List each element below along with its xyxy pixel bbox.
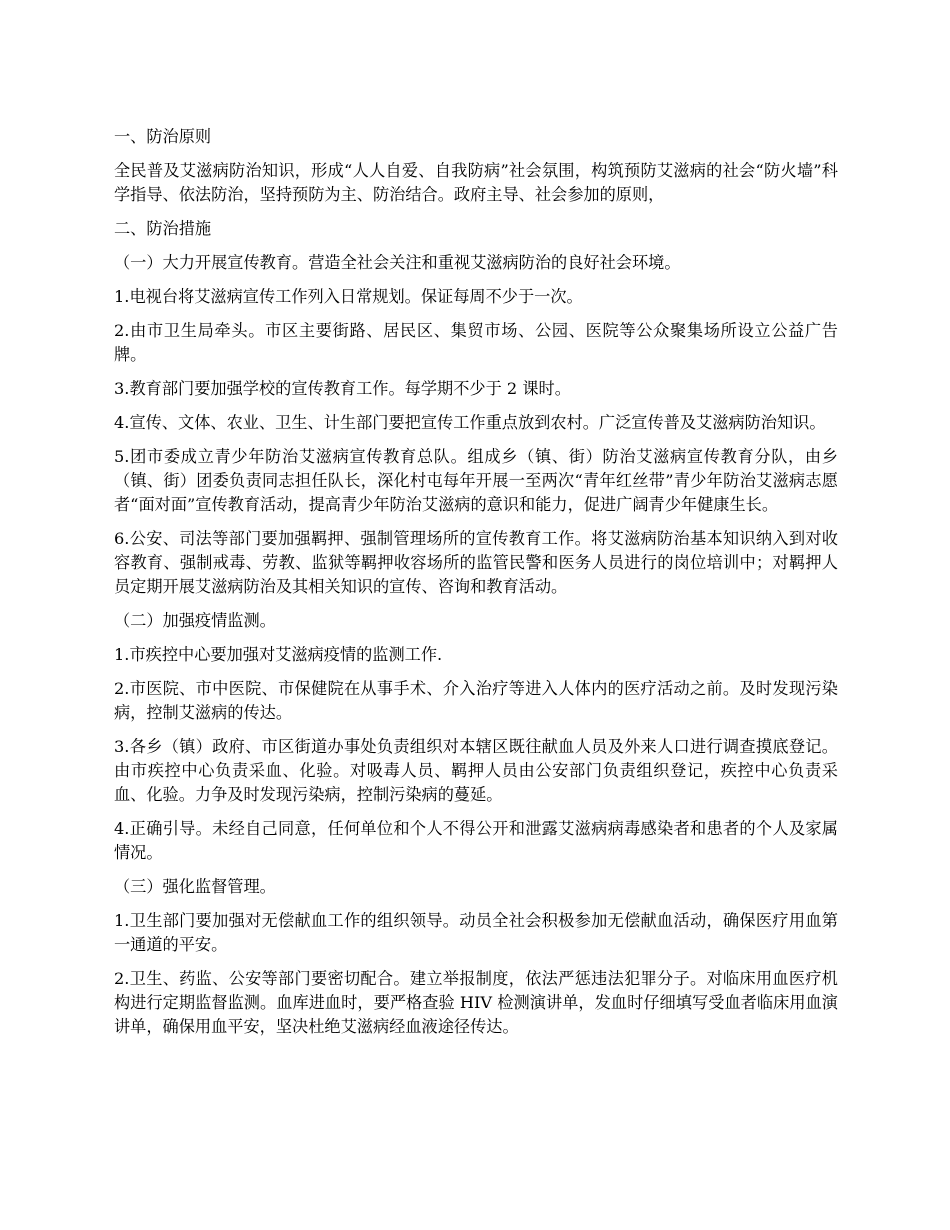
list-item-publicity-3: 3.教育部门要加强学校的宣传教育工作。每学期不少于 2 课时。 (114, 379, 571, 398)
list-item-publicity-2: 2.由市卫生局牵头。市区主要街路、居民区、集贸市场、公园、医院等公众聚集场所设立公益广告牌。 (114, 321, 838, 364)
list-item-monitoring-3: 3.各乡（镇）政府、市区街道办事处负责组织对本辖区既往献血人员及外来人口进行调查摸底登记。由市疾控中心负责采血、化验。对吸毒人员、羁押人员由公安部门负责组织登记，疾控中心负责采血、化验。力争及时发现污染病，控制污染病的蔓延。 (114, 737, 838, 804)
list-item-publicity-1: 1.电视台将艾滋病宣传工作列入日常规划。保证每周不少于一次。 (114, 287, 583, 306)
subsection-heading-supervision: （三）强化监督管理。 (114, 877, 276, 896)
document-page (114, 125, 838, 1049)
list-item-monitoring-4: 4.正确引导。未经自己同意，任何单位和个人不得公开和泄露艾滋病病毒感染者和患者的个人及家属情况。 (114, 819, 838, 862)
section-heading-measures: 二、防治措施 (114, 219, 212, 238)
list-item-publicity-5: 5.团市委成立青少年防治艾滋病宣传教育总队。组成乡（镇、街）防治艾滋病宣传教育分队，由乡（镇、街）团委负责同志担任队长，深化村屯每年开展一至两次“青年红丝带”青少年防治艾滋病志愿者“面对面”宣传教育活动，提高青少年防治艾滋病的意识和能力，促进广阔青少年健康生长。 (114, 447, 838, 514)
subsection-heading-monitoring: （二）加强疫情监测。 (114, 611, 276, 630)
paragraph-principles-body: 全民普及艾滋病防治知识，形成“人人自爱、自我防病”社会氛围，构筑预防艾滋病的社会“防火墙”科学指导、依法防治，坚持预防为主、防治结合。政府主导、社会参加的原则， (114, 161, 838, 204)
list-item-supervision-2: 2.卫生、药监、公安等部门要密切配合。建立举报制度，依法严惩违法犯罪分子。对临床用血医疗机构进行定期监督监测。血库进血时，要严格查验 HIV 检测演讲单，发血时仔细填写受血者临床用血演讲单，确保用血平安，坚决杜绝艾滋病经血液途径传达。 (114, 969, 838, 1036)
list-item-monitoring-1: 1.市疾控中心要加强对艾滋病疫情的监测工作. (114, 645, 443, 664)
subsection-heading-publicity: （一）大力开展宣传教育。营造全社会关注和重视艾滋病防治的良好社会环境。 (114, 253, 681, 272)
list-item-monitoring-2: 2.市医院、市中医院、市保健院在从事手术、介入治疗等进入人体内的医疗活动之前。及时发现污染病，控制艾滋病的传达。 (114, 679, 838, 722)
section-heading-principles: 一、防治原则 (114, 127, 212, 146)
list-item-publicity-6: 6.公安、司法等部门要加强羁押、强制管理场所的宣传教育工作。将艾滋病防治基本知识纳入到对收容教育、强制戒毒、劳教、监狱等羁押收容场所的监管民警和医务人员进行的岗位培训中；对羁押人员定期开展艾滋病防治及其相关知识的宣传、咨询和教育活动。 (114, 529, 838, 596)
list-item-publicity-4: 4.宣传、文体、农业、卫生、计生部门要把宣传工作重点放到农村。广泛宣传普及艾滋病防治知识。 (114, 413, 826, 432)
list-item-supervision-1: 1.卫生部门要加强对无偿献血工作的组织领导。动员全社会积极参加无偿献血活动，确保医疗用血第一通道的平安。 (114, 911, 838, 954)
